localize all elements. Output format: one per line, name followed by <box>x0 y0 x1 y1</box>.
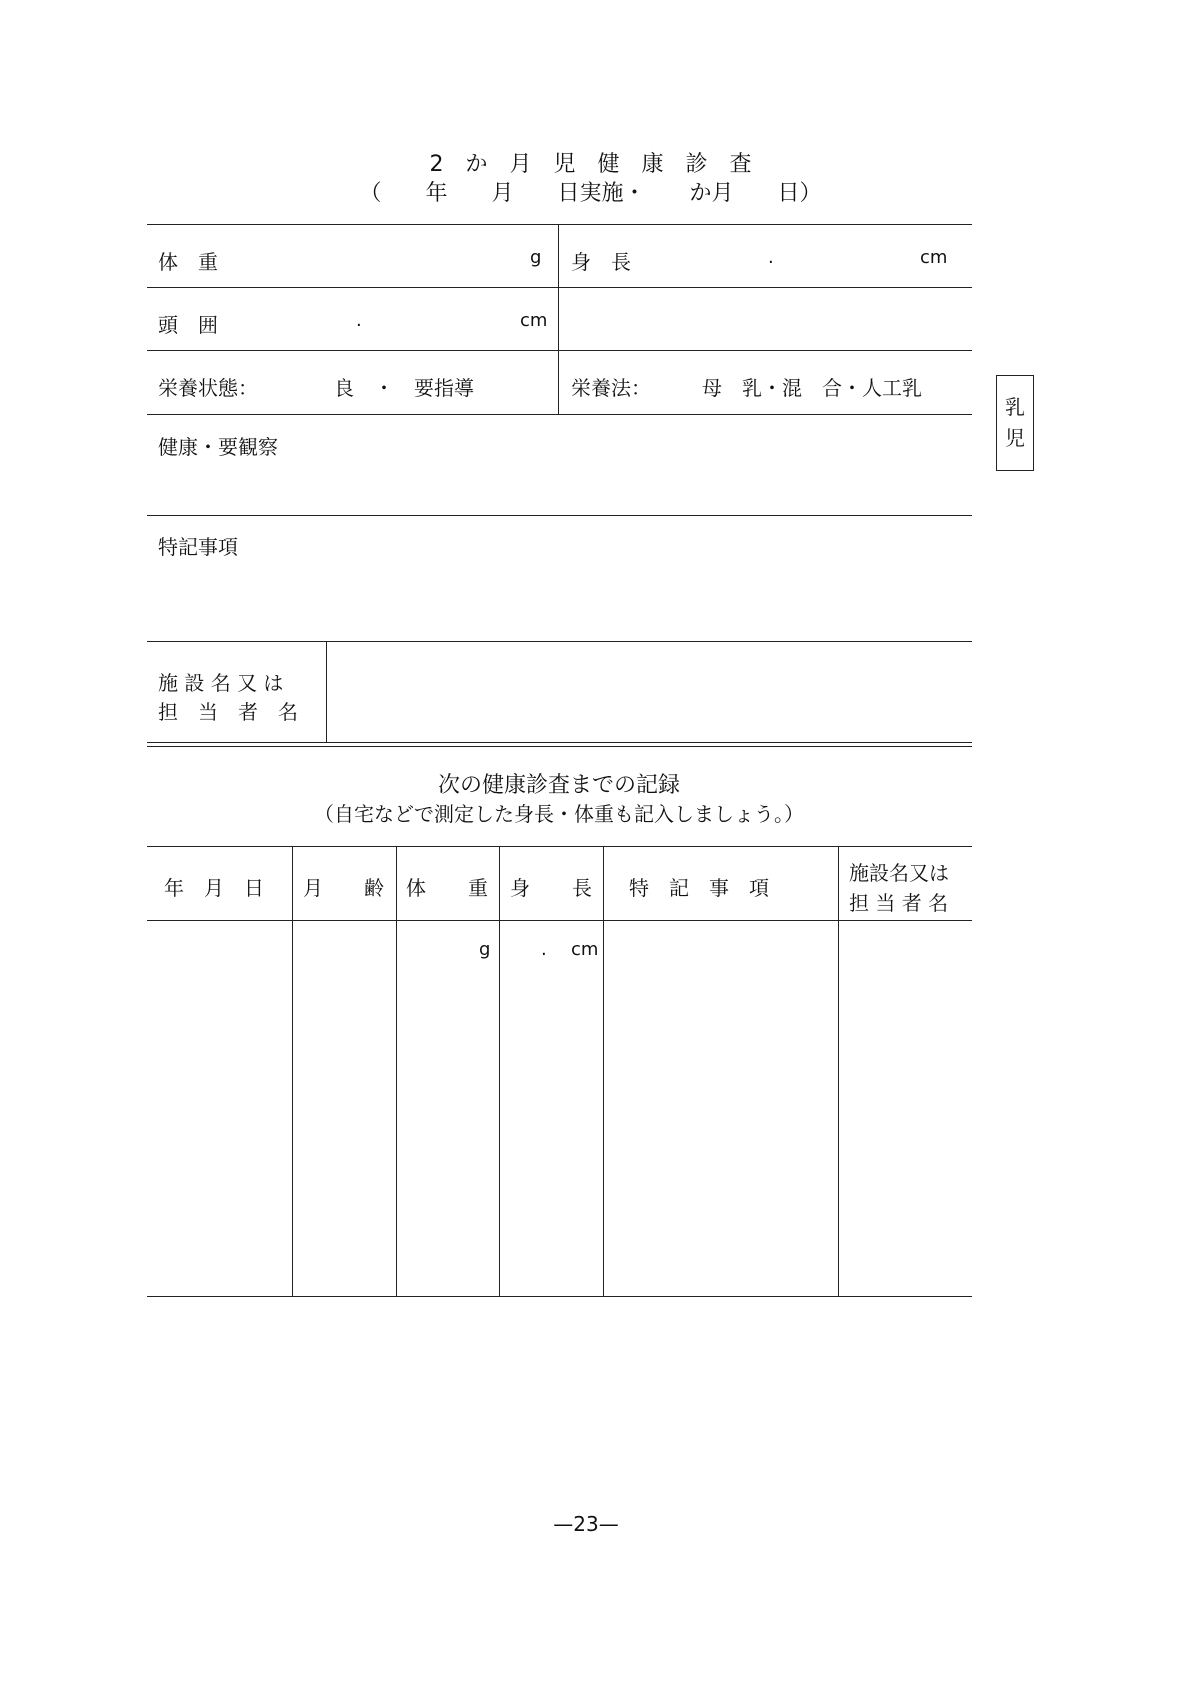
table-divider <box>292 846 293 1296</box>
column-header-age: 月 <box>303 876 323 900</box>
height-decimal-point: . <box>541 939 547 960</box>
exam-date-line: （ 年 月 日実施・ か月 日） <box>359 181 822 206</box>
feeding-method-options: 母 乳・混 合・人工乳 <box>702 376 922 400</box>
table-border <box>147 224 972 225</box>
column-header-facility: 施設名又は <box>849 861 949 885</box>
weight-label: 体 重 <box>158 250 218 274</box>
table-border <box>147 746 972 747</box>
table-border <box>147 515 972 516</box>
record-subtitle: （自宅などで測定した身長・体重も記入しましょう。） <box>314 802 804 826</box>
nutrition-status-options: 良 ・ 要指導 <box>334 376 474 400</box>
height-unit: cm <box>571 939 599 960</box>
facility-label-line1: 施 設 名 又 は <box>158 671 284 695</box>
special-notes-label: 特記事項 <box>158 535 238 559</box>
table-divider <box>326 641 327 743</box>
facility-label-line2: 担 当 者 名 <box>158 700 298 724</box>
column-header-facility: 担 当 者 名 <box>849 891 949 915</box>
page-title: 2 か 月 児 健 康 診 査 <box>429 152 752 177</box>
height-unit: cm <box>920 247 948 268</box>
table-border <box>147 350 972 351</box>
column-header-height: 長 <box>572 876 592 900</box>
column-header-date: 年 月 日 <box>164 876 264 900</box>
record-title: 次の健康診査までの記録 <box>437 773 680 798</box>
head-circumference-unit: cm <box>520 310 548 331</box>
observation-label: 健康・要観察 <box>158 435 278 459</box>
table-border <box>147 641 972 642</box>
height-label: 身 長 <box>571 250 631 274</box>
nutrition-status-label: 栄養状態： <box>158 376 258 400</box>
table-divider <box>558 224 559 414</box>
column-header-height: 身 <box>510 876 530 900</box>
table-border <box>147 742 972 743</box>
height-decimal-point: . <box>768 247 774 268</box>
table-border <box>147 1296 972 1297</box>
side-tab <box>996 375 1034 471</box>
column-header-weight: 重 <box>468 876 488 900</box>
table-divider <box>838 846 839 1296</box>
side-tab-char: 児 <box>1005 426 1025 450</box>
feeding-method-label: 栄養法： <box>571 376 651 400</box>
table-divider <box>499 846 500 1296</box>
head-circumference-decimal-point: . <box>356 310 362 331</box>
table-divider <box>396 846 397 1296</box>
side-tab-char: 乳 <box>1005 395 1025 419</box>
table-divider <box>603 846 604 1296</box>
weight-unit: g <box>479 939 491 960</box>
table-border <box>147 287 972 288</box>
column-header-age: 齢 <box>364 876 384 900</box>
table-border <box>147 920 972 921</box>
head-circumference-label: 頭 囲 <box>158 313 218 337</box>
column-header-weight: 体 <box>406 876 426 900</box>
table-border <box>147 846 972 847</box>
weight-unit: g <box>530 247 542 268</box>
table-border <box>147 414 972 415</box>
page-number: —23— <box>553 1512 619 1536</box>
column-header-notes: 特 記 事 項 <box>629 876 769 900</box>
